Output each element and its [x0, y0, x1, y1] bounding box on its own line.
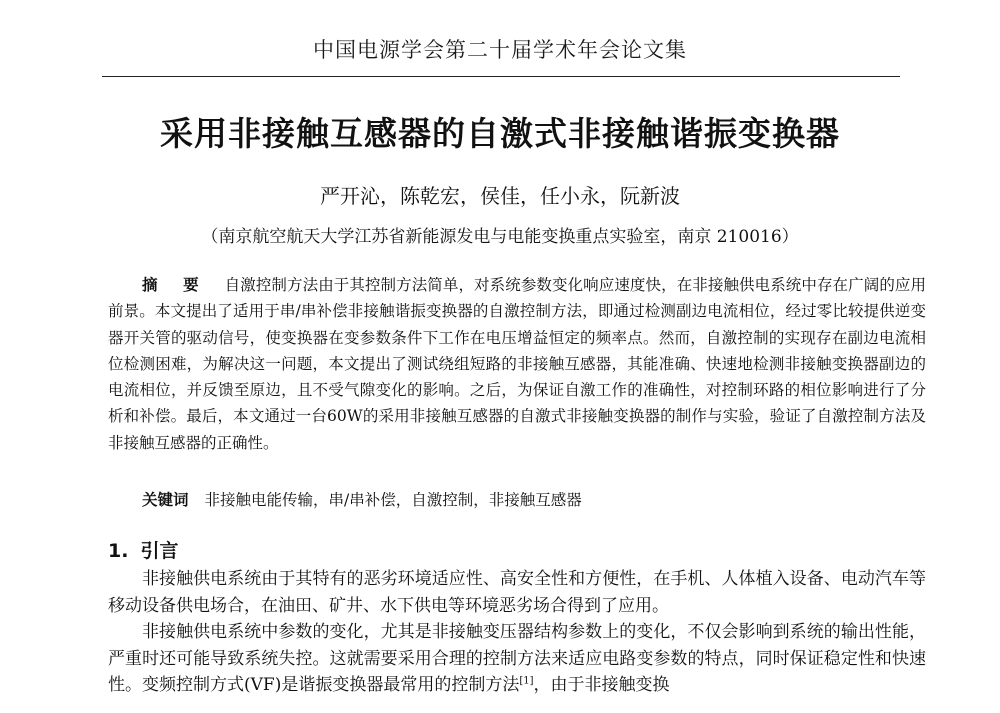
affiliation: （南京航空航天大学江苏省新能源发电与电能变换重点实验室，南京 210016） — [201, 227, 799, 247]
keywords-text: 非接触电能传输，串/串补偿，自激控制，非接触互感器 — [204, 491, 582, 509]
section-heading — [108, 536, 178, 563]
abstract-text: 自激控制方法由于其控制方法简单，对系统参数变化响应速度快，在非接触供电系统中存在广阔的应用前景。本文提出了适用于串/串补偿非接触谐振变换器的自激控制方法，即通过检测副边电流相位，经过零比较提供逆变器开关管的驱动信号，使变换器在变参数条件下工作在电压增益恒定的频率点。然而，自激控制的实现存在副边电流相位检测困难，为解决这一问题，本文提出了测试绕组短路的非接触互感器，其能准确、快速地检测非接触变换器副边的电流相位，并反馈至原边，且不受气隙变化的影响。之后，为保证自激工作的准确性，对控制环路的相位影响进行了分析和补偿。最后，本文通过一台60W的采用非接触互感器的自激式非接触变换器的制作与实验，验证了自激控制方法及非接触互感器的正确性。 — [108, 276, 926, 452]
paragraph-2 — [108, 619, 926, 699]
citation-1[interactable]: [1] — [519, 675, 534, 687]
author-list: 严开沁，陈乾宏，侯佳，任小永，阮新波 — [320, 184, 680, 208]
paper-title: 采用非接触互感器的自激式非接触谐振变换器 — [160, 114, 840, 153]
keywords-label: 关键词 — [142, 491, 189, 509]
section-number: 1. — [108, 540, 129, 562]
running-head: 中国电源学会第二十届学术年会论文集 — [313, 38, 687, 62]
body-text — [108, 566, 926, 699]
abstract — [108, 272, 926, 456]
paragraph-1: 非接触供电系统由于其特有的恶劣环境适应性、高安全性和方便性，在手机、人体植入设备、电动汽车等移动设备供电场合，在油田、矿井、水下供电等环境恶劣场合得到了应用。 — [108, 569, 926, 616]
abstract-label: 摘 要 — [142, 276, 209, 294]
paragraph-2-text: 非接触供电系统中参数的变化，尤其是非接触变压器结构参数上的变化，不仅会影响到系统的输出性能，严重时还可能导致系统失控。这就需要采用合理的控制方法来适应电路变参数的特点，同时保证稳定性和快速性。变频控制方式(VF)是谐振变换器最常用的控制方法 — [108, 622, 926, 695]
keywords — [142, 488, 582, 510]
section-title: 引言 — [140, 540, 179, 562]
header-rule — [102, 76, 900, 77]
paragraph-2-tail: ，由于非接触变换 — [533, 675, 670, 695]
